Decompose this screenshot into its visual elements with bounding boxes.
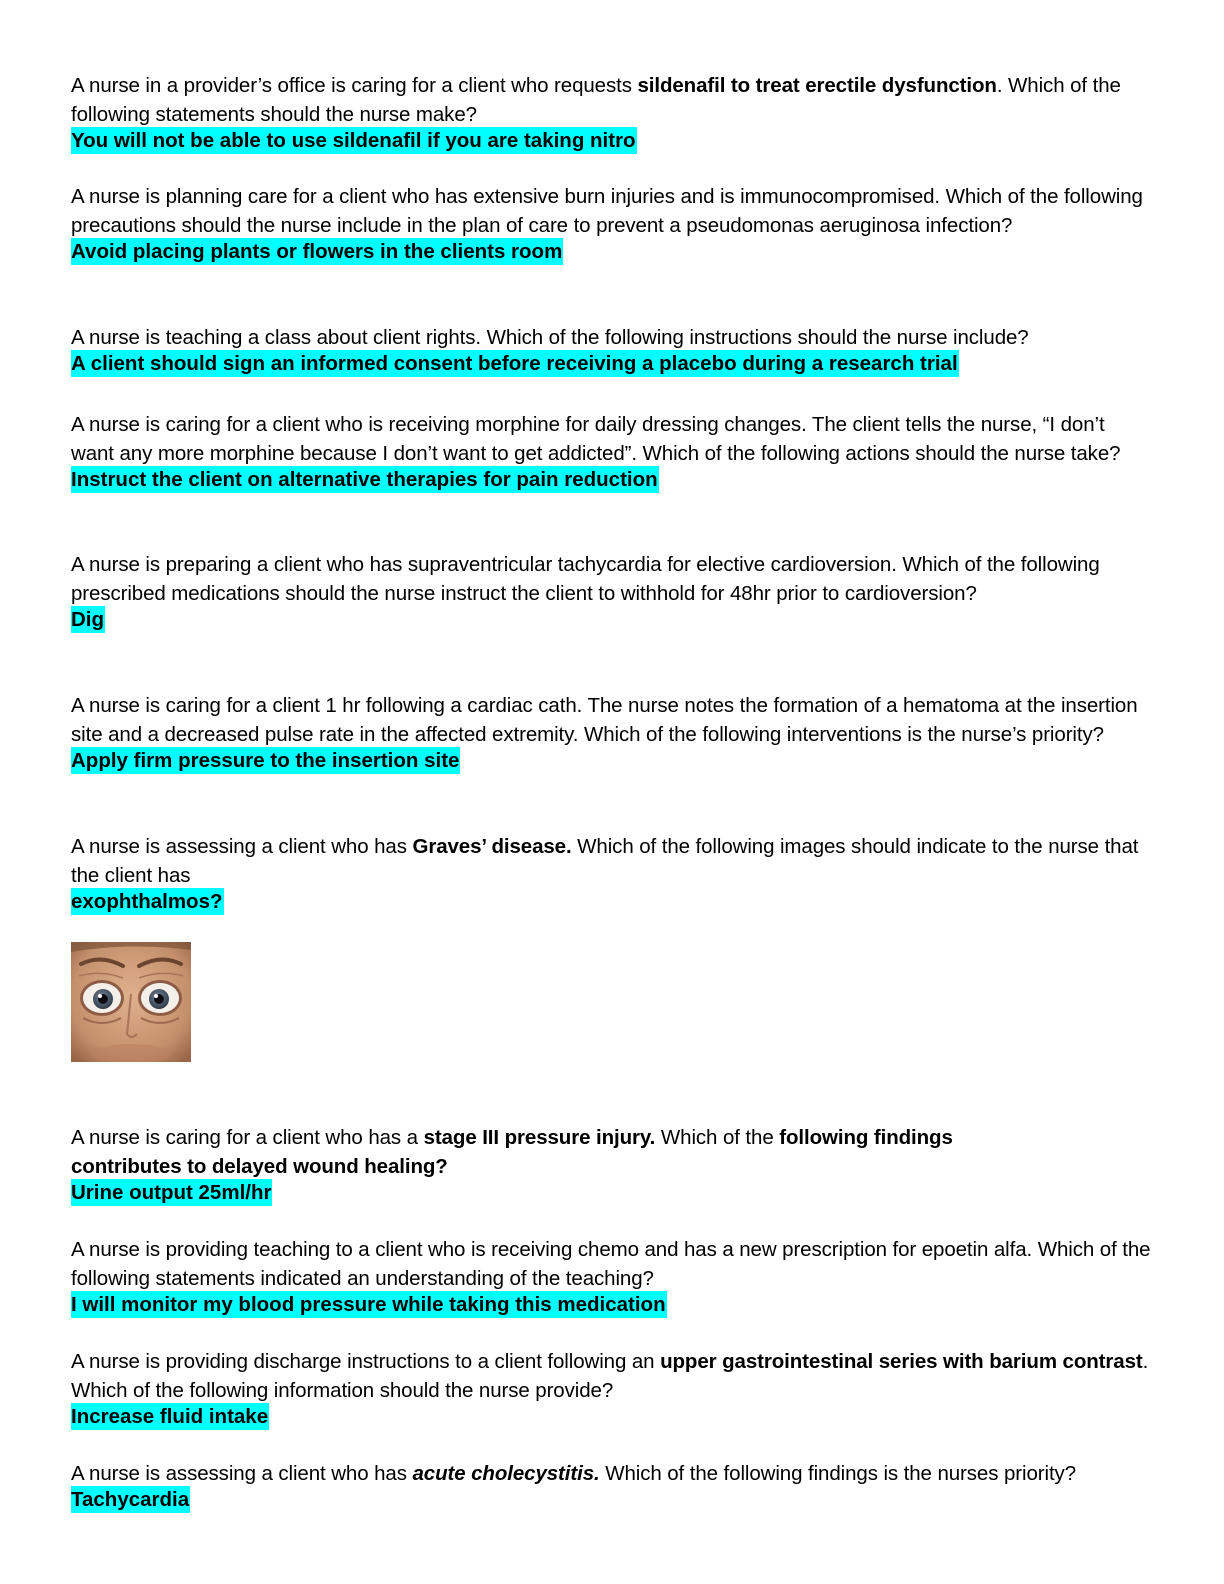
question-text [71,410,1151,468]
answer-highlight: Dig [71,608,105,631]
question-text-run: A nurse is providing discharge instructions to a client following an [71,1350,661,1373]
question-text-run: A nurse is caring for a client 1 hr following a cardiac cath. The nurse notes the formation of a hematoma at the insertion site and a decreased pulse rate in the affected extremity. Which of the following interventions is the nurse’s priority? [71,694,1138,746]
question-block-8 [71,1123,1151,1207]
answer-highlight: A client should sign an informed consent before receiving a placebo during a research trial [71,352,958,375]
answer-highlight: Tachycardia [71,1488,190,1511]
question-text [71,832,1151,890]
question-text-run: Which of the [655,1126,780,1149]
bold-text: contributes to delayed wound healing? [71,1155,448,1178]
question-text [71,323,1151,352]
question-text-run: A nurse is caring for a client who is receiving morphine for daily dressing changes. The client tells the nurse, “I don’t want any more morphine because I don’t want to get addicted”. Which of the following actions should the nurse take? [71,413,1121,465]
bold-text: sildenafil to treat erectile dysfunction [637,74,997,97]
answer-highlight: exophthalmos? [71,890,223,913]
question-text [71,71,1151,129]
question-text-run: A nurse is providing teaching to a client who is receiving chemo and has a new prescription for epoetin alfa. Which of the following statements indicated an understanding of the teaching? [71,1238,1151,1290]
question-text-run: A nurse is assessing a client who has [71,1462,413,1485]
question-text-run: A nurse is planning care for a client who has extensive burn injuries and is immunocompromised. Which of the following precautions should the nurse include in the plan of care to prevent a pseudomonas aeruginosa infection? [71,185,1143,237]
answer-highlight: Instruct the client on alternative therapies for pain reduction [71,468,658,491]
question-text-run: . Which of the following information should the nurse provide? [71,1350,1149,1402]
answer-highlight: Increase fluid intake [71,1405,269,1428]
question-text [71,550,1151,608]
exophthalmos-photo [71,942,191,1062]
answer-highlight: Avoid placing plants or flowers in the clients room [71,240,563,263]
question-text [71,182,1151,240]
question-block-11 [71,1459,1151,1514]
question-block-9 [71,1235,1151,1319]
question-text-run: A nurse is caring for a client who has a [71,1126,424,1149]
answer-highlight: I will monitor my blood pressure while taking this medication [71,1293,666,1316]
question-text-run: A nurse is assessing a client who has [71,835,413,858]
answer-highlight: Urine output 25ml/hr [71,1181,272,1204]
question-text [71,1459,1151,1488]
question-text-run: A nurse is preparing a client who has supraventricular tachycardia for elective cardioversion. Which of the following prescribed medications should the nurse instruct the client to withhold for 48hr prior to cardioversion? [71,553,1100,605]
question-block-10 [71,1347,1151,1431]
question-text [71,1235,1151,1293]
question-text-run: . Which of the following statements should the nurse make? [71,74,1121,126]
answer-highlight: You will not be able to use sildenafil if you are taking nitro [71,129,636,152]
bold-text: following findings [779,1126,953,1149]
question-block-4 [71,410,1151,494]
exophthalmos-illustration [71,942,191,1062]
question-block-5 [71,550,1151,634]
bold-text: stage III pressure injury. [423,1126,656,1149]
question-text [71,691,1151,749]
question-text-run: A nurse is teaching a class about client rights. Which of the following instructions should the nurse include? [71,326,1029,349]
question-block-6 [71,691,1151,775]
question-text-run: Which of the following findings is the nurses priority? [599,1462,1076,1485]
question-block-7 [71,832,1151,916]
emphasis-text: acute cholecystitis. [412,1462,600,1485]
answer-highlight: Apply firm pressure to the insertion site [71,749,460,772]
question-block-2 [71,182,1151,266]
question-block-1 [71,71,1151,155]
question-text-run: A nurse in a provider’s office is caring for a client who requests [71,74,638,97]
question-text [71,1347,1151,1405]
question-text [71,1123,1151,1181]
bold-text: Graves’ disease. [412,835,572,858]
bold-text: upper gastrointestinal series with barium contrast [660,1350,1143,1373]
question-block-3 [71,323,1151,378]
question-text-run: Which of the following images should indicate to the nurse that the client has [71,835,1139,887]
